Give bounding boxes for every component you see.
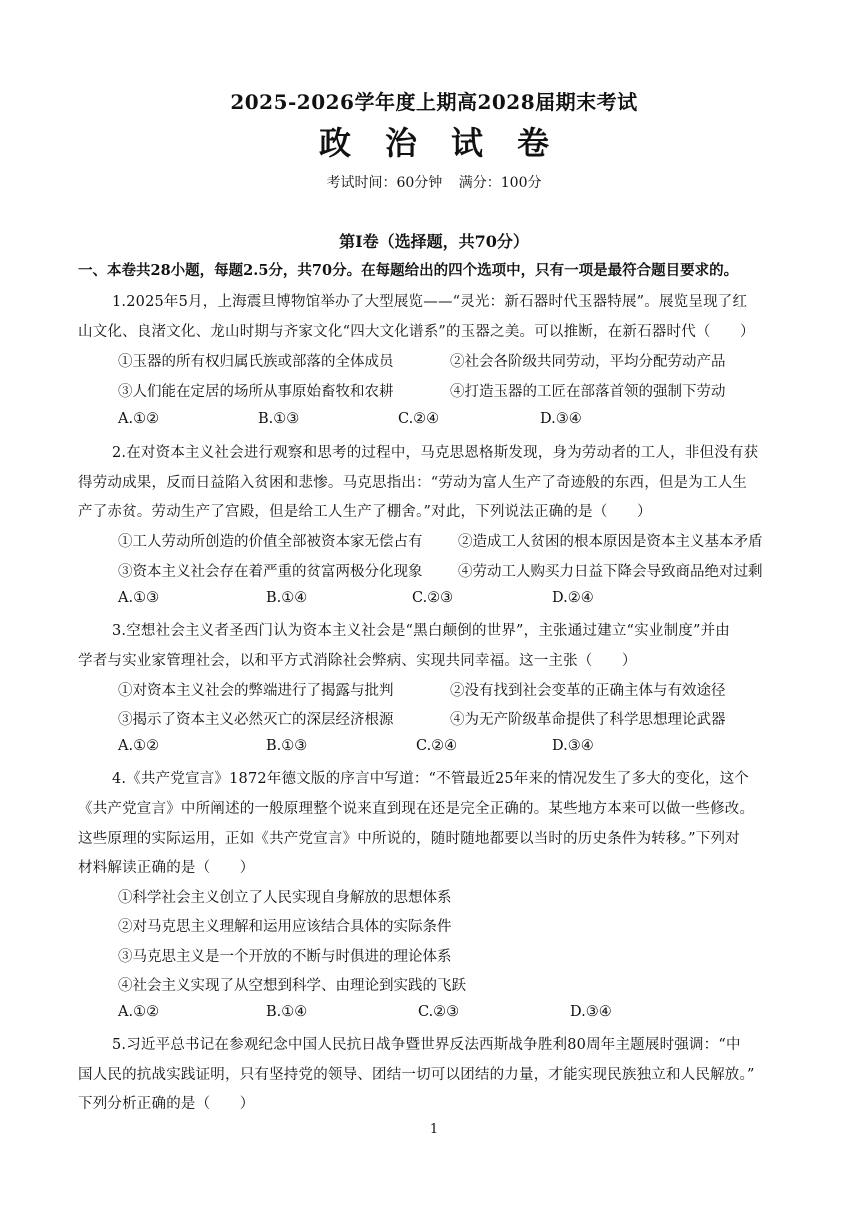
question-1-line-1: 1.2025年5月，上海震旦博物馆举办了大型展览——“灵光：新石器时代玉器特展”。展览呈现了红 [112, 294, 748, 310]
exam-time: 考试时间：60分钟 [326, 175, 443, 191]
section-title: 第Ⅰ卷（选择题，共70分） [339, 232, 529, 251]
question-2-line-2: 得劳动成果，反而日益陷入贫困和悲惨。马克思指出：“劳动为富人生产了奇迹般的东西，但是为工人生 [78, 475, 748, 491]
question-4-choice-d: D.③④ [570, 1004, 612, 1020]
question-4-line-2: 《共产党宣言》中所阐述的一般原理整个说来直到现在还是完全正确的。某些地方本来可以做一些修改。 [78, 801, 755, 817]
question-4-choice-a: A.①② [118, 1004, 160, 1020]
question-2-choice-a: A.①③ [118, 590, 160, 606]
question-3-choice-a: A.①② [118, 738, 160, 754]
question-2-line-3: 产了赤贫。劳动生产了宫殿，但是给工人生产了棚舍。”对此，下列说法正确的是（ ） [78, 504, 652, 520]
question-1-choice-b: B.①③ [258, 411, 300, 427]
exam-score: 满分：100分 [458, 175, 542, 191]
question-3-choice-d: D.③④ [552, 738, 594, 754]
question-1-option-3: ③人们能在定居的场所从事原始畜牧和农耕 [118, 384, 394, 400]
question-2-option-1: ①工人劳动所创造的价值全部被资本家无偿占有 [118, 534, 423, 550]
question-2-option-3: ③资本主义社会存在着严重的贫富两极分化现象 [118, 564, 423, 580]
page-number: 1 [429, 1122, 439, 1137]
question-4-line-1: 4.《共产党宣言》1872年德文版的序言中写道：“不管最近25年来的情况发生了多大的变化，这个 [112, 771, 749, 787]
question-5-line-1: 5.习近平总书记在参观纪念中国人民抗日战争暨世界反法西斯战争胜利80周年主题展时强调：“中 [112, 1037, 741, 1053]
question-5-line-3: 下列分析正确的是（ ） [78, 1096, 255, 1112]
question-4-option-1: ①科学社会主义创立了人民实现自身解放的思想体系 [118, 890, 452, 906]
question-4-option-4: ④社会主义实现了从空想到科学、由理论到实践的飞跃 [118, 978, 466, 994]
question-5-line-2: 国人民的抗战实践证明，只有坚持党的领导、团结一切可以团结的力量，才能实现民族独立和人民解放。” [78, 1067, 755, 1083]
exam-title: 2025-2026学年度上期高2028届期末考试 [230, 90, 638, 114]
section-instruction: 一、本卷共28小题，每题2.5分，共70分。在每题给出的四个选项中，只有一项是最符合题目要求的。 [78, 262, 739, 279]
question-3-line-1: 3.空想社会主义者圣西门认为资本主义社会是“黑白颠倒的世界”，主张通过建立“实业制度”并由 [112, 623, 730, 639]
question-4-choice-b: B.①④ [266, 1004, 308, 1020]
question-3-option-3: ③揭示了资本主义必然灭亡的深层经济根源 [118, 712, 394, 728]
question-3-choice-b: B.①③ [266, 738, 308, 754]
question-4-choice-c: C.②③ [418, 1004, 460, 1020]
question-3-line-2: 学者与实业家管理社会，以和平方式消除社会弊病、实现共同幸福。这一主张（ ） [78, 653, 637, 669]
question-1-option-2: ②社会各阶级共同劳动，平均分配劳动产品 [450, 354, 726, 370]
question-3-option-2: ②没有找到社会变革的正确主体与有效途径 [450, 683, 726, 699]
question-1-option-4: ④打造玉器的工匠在部落首领的强制下劳动 [450, 384, 726, 400]
question-3-choice-c: C.②④ [416, 738, 458, 754]
question-4-option-2: ②对马克思主义理解和运用应该结合具体的实际条件 [118, 919, 452, 935]
question-1-choice-a: A.①② [118, 411, 160, 427]
exam-info [0, 172, 868, 192]
question-3-option-4: ④为无产阶级革命提供了科学思想理论武器 [450, 712, 726, 728]
question-3-option-1: ①对资本主义社会的弊端进行了揭露与批判 [118, 683, 394, 699]
question-2-choice-c: C.②③ [412, 590, 454, 606]
question-1-line-2: 山文化、良渚文化、龙山时期与齐家文化“四大文化谱系”的玉器之美。可以推断，在新石器时代（ ） [78, 324, 755, 340]
question-2-choice-d: D.②④ [552, 590, 594, 606]
question-4-option-3: ③马克思主义是一个开放的不断与时俱进的理论体系 [118, 949, 452, 965]
question-2-option-2: ②造成工人贫困的根本原因是资本主义基本矛盾 [458, 534, 763, 550]
question-4-line-3: 这些原理的实际运用，正如《共产党宣言》中所说的，随时随地都要以当时的历史条件为转移。”下列对 [78, 831, 740, 847]
question-1-option-1: ①玉器的所有权归属氏族或部落的全体成员 [118, 354, 394, 370]
question-1-choice-c: C.②④ [398, 411, 440, 427]
question-2-choice-b: B.①④ [266, 590, 308, 606]
question-4-line-4: 材料解读正确的是（ ） [78, 860, 255, 876]
question-2-line-1: 2.在对资本主义社会进行观察和思考的过程中，马克思恩格斯发现，身为劳动者的工人，非但没有获 [112, 445, 759, 461]
question-1-choice-d: D.③④ [540, 411, 582, 427]
question-2-option-4: ④劳动工人购买力日益下降会导致商品绝对过剩 [458, 564, 763, 580]
subject-title: 政治试卷 [318, 124, 583, 162]
